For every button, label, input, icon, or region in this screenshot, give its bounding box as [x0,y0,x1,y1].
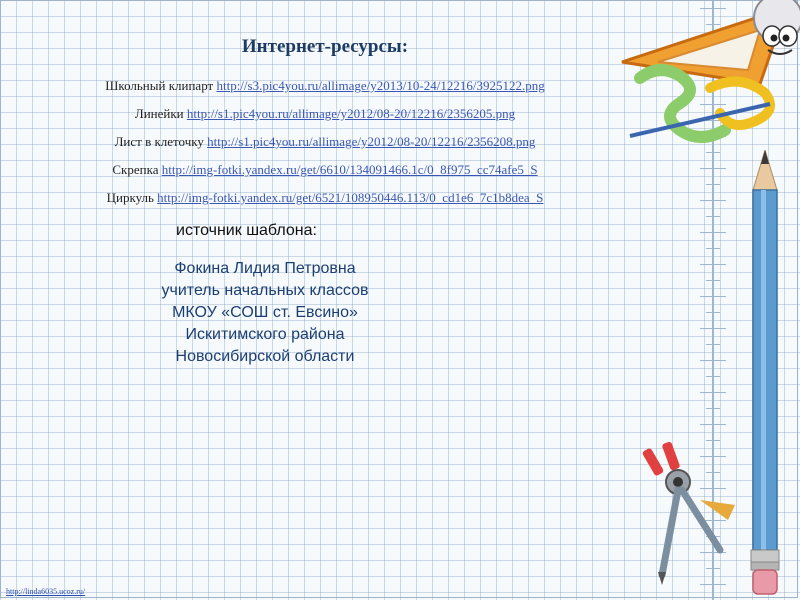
resource-line [0,190,650,206]
page-title: Интернет-ресурсы: [241,36,409,57]
author-region: Новосибирской области [175,348,355,365]
resource-link[interactable]: http://s1.pic4you.ru/allimage/y2012/08-20/12216/2356208.png [207,134,536,149]
ruler-tick [700,360,726,361]
ruler-tick [706,216,720,217]
ruler-tick [700,328,726,329]
ruler-tick [700,168,726,169]
footer-link[interactable]: http://linda6035.ucoz.ru/ [6,587,86,596]
ruler-tick [700,232,726,233]
author-district: Искитимского района [185,326,345,343]
author-name: Фокина Лидия Петровна [174,260,356,277]
compass-icon [640,440,740,590]
ruler-tick [706,248,720,249]
ruler-tick [706,344,720,345]
paperclip-icon [620,58,780,148]
author-school: МКОУ «СОШ ст. Евсино» [172,304,358,321]
resource-link[interactable]: http://s1.pic4you.ru/allimage/y2012/08-20/12216/2356205.png [186,106,516,121]
ruler-tick [700,424,726,425]
ruler-tick [700,392,726,393]
template-source-label: источник шаблона: [176,222,317,239]
resource-line [0,134,650,150]
pencil-icon [735,150,795,600]
resource-label: Циркуль [106,190,154,205]
ruler-tick [700,200,726,201]
resource-line [0,162,650,178]
resource-line [0,78,650,94]
ruler-tick [706,152,720,153]
ruler-tick [700,264,726,265]
resource-link[interactable]: http://s3.pic4you.ru/allimage/y2013/10-24/12216/3925122.png [216,78,545,93]
ruler-tick [706,312,720,313]
ruler-tick [706,408,720,409]
ruler-tick [706,376,720,377]
resource-label: Лист в клеточку [114,134,204,149]
resource-label: Линейки [134,106,184,121]
resource-label: Скрепка [112,162,159,177]
ruler-tick [700,296,726,297]
resource-line [0,106,650,122]
resource-label: Школьный клипарт [105,78,214,93]
author-block [80,258,450,368]
resource-link[interactable]: http://img-fotki.yandex.ru/get/6610/134091466.1c/0_8f975_cc74afe5_S [161,162,538,177]
resource-link[interactable]: http://img-fotki.yandex.ru/get/6521/108950446.113/0_cd1e6_7c1b8dea_S [157,190,544,205]
ruler-tick [706,184,720,185]
ruler-tick [706,280,720,281]
author-position: учитель начальных классов [161,282,369,299]
